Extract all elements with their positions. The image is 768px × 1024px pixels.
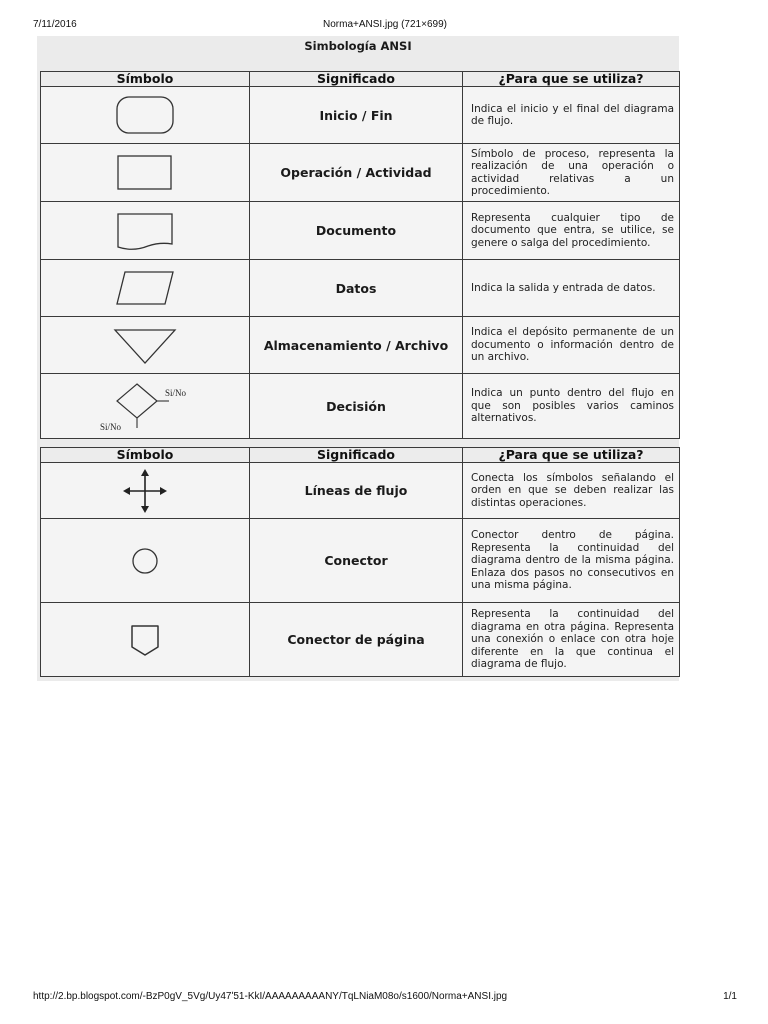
decision-label-right: Si/No [165,388,187,398]
table-row [41,144,680,202]
print-url: http://2.bp.blogspot.com/-BzP0gV_5Vg/Uy47ʹ51-KkI/AAAAAAAAANY/TqLNiaM08o/s1600/Norma+ANSI.jpg [33,991,508,1002]
symbol-cell [41,260,250,317]
table-row [41,603,680,677]
symbol-cell [41,463,250,519]
symbol-cell [41,202,250,260]
description-cell: Indica el inicio y el final del diagrama de flujo. [463,87,680,144]
header-usage: ¿Para que se utiliza? [463,448,680,463]
four-way-arrows-icon [120,467,170,515]
description-cell: Conector dentro de página. Representa la continuidad del diagrama dentro de la misma página. Enlaza dos pasos no consecutivos en una misma página. [463,519,680,603]
symbols-table-2 [40,447,680,677]
symbol-cell [41,374,250,439]
table-row [41,260,680,317]
header-meaning: Significado [250,448,463,463]
description-cell: Indica un punto dentro del flujo en que son posibles varios caminos alternativos. [463,374,680,439]
meaning-cell: Datos [250,260,463,317]
document-title: Simbología ANSI [304,39,412,53]
print-date: 7/11/2016 [33,19,77,30]
print-page-number: 1/1 [723,991,737,1002]
symbols-table-1 [40,71,680,439]
meaning-cell: Conector [250,519,463,603]
header-meaning: Significado [250,72,463,87]
table-row [41,317,680,374]
print-title: Norma+ANSI.jpg (721×699) [323,19,447,30]
header-symbol: Símbolo [41,448,250,463]
rectangle-icon [115,152,175,194]
decision-label-bottom: Si/No [100,422,122,432]
circle-icon [125,541,165,581]
meaning-cell: Inicio / Fin [250,87,463,144]
description-cell: Representa la continuidad del diagrama en otra página. Representa una conexión o enlace con otra hoje diferente en la que continua el diagrama de flujo. [463,603,680,677]
print-header [33,19,737,33]
header-symbol: Símbolo [41,72,250,87]
description-cell: Representa cualquier tipo de documento que entra, se utilice, se genere o salga del procedimiento. [463,202,680,260]
table-header-row [41,448,680,463]
table-row [41,519,680,603]
decision-diamond-icon [45,376,245,436]
meaning-cell: Operación / Actividad [250,144,463,202]
off-page-connector-icon [125,620,165,660]
description-cell: Indica el depósito permanente de un documento o información dentro de un archivo. [463,317,680,374]
meaning-cell: Almacenamiento / Archivo [250,317,463,374]
symbol-cell [41,519,250,603]
meaning-cell: Documento [250,202,463,260]
meaning-cell: Decisión [250,374,463,439]
description-cell: Conecta los símbolos señalando el orden en que se deben realizar las distintas operaciones. [463,463,680,519]
description-cell: Símbolo de proceso, representa la realización de una operación o actividad relativas a un procedimiento. [463,144,680,202]
description-cell: Indica la salida y entrada de datos. [463,260,680,317]
table-row [41,374,680,439]
table-header-row [41,72,680,87]
symbol-cell [41,317,250,374]
rounded-rectangle-icon [115,93,175,137]
parallelogram-icon [113,266,177,310]
symbol-cell [41,603,250,677]
table-row [41,463,680,519]
document-icon [115,209,175,253]
meaning-cell: Conector de página [250,603,463,677]
symbol-cell [41,144,250,202]
print-footer [33,991,737,1005]
table-row [41,202,680,260]
table-row [41,87,680,144]
symbol-cell [41,87,250,144]
header-usage: ¿Para que se utiliza? [463,72,680,87]
inverted-triangle-icon [110,323,180,367]
document-image [37,36,679,681]
meaning-cell: Líneas de flujo [250,463,463,519]
